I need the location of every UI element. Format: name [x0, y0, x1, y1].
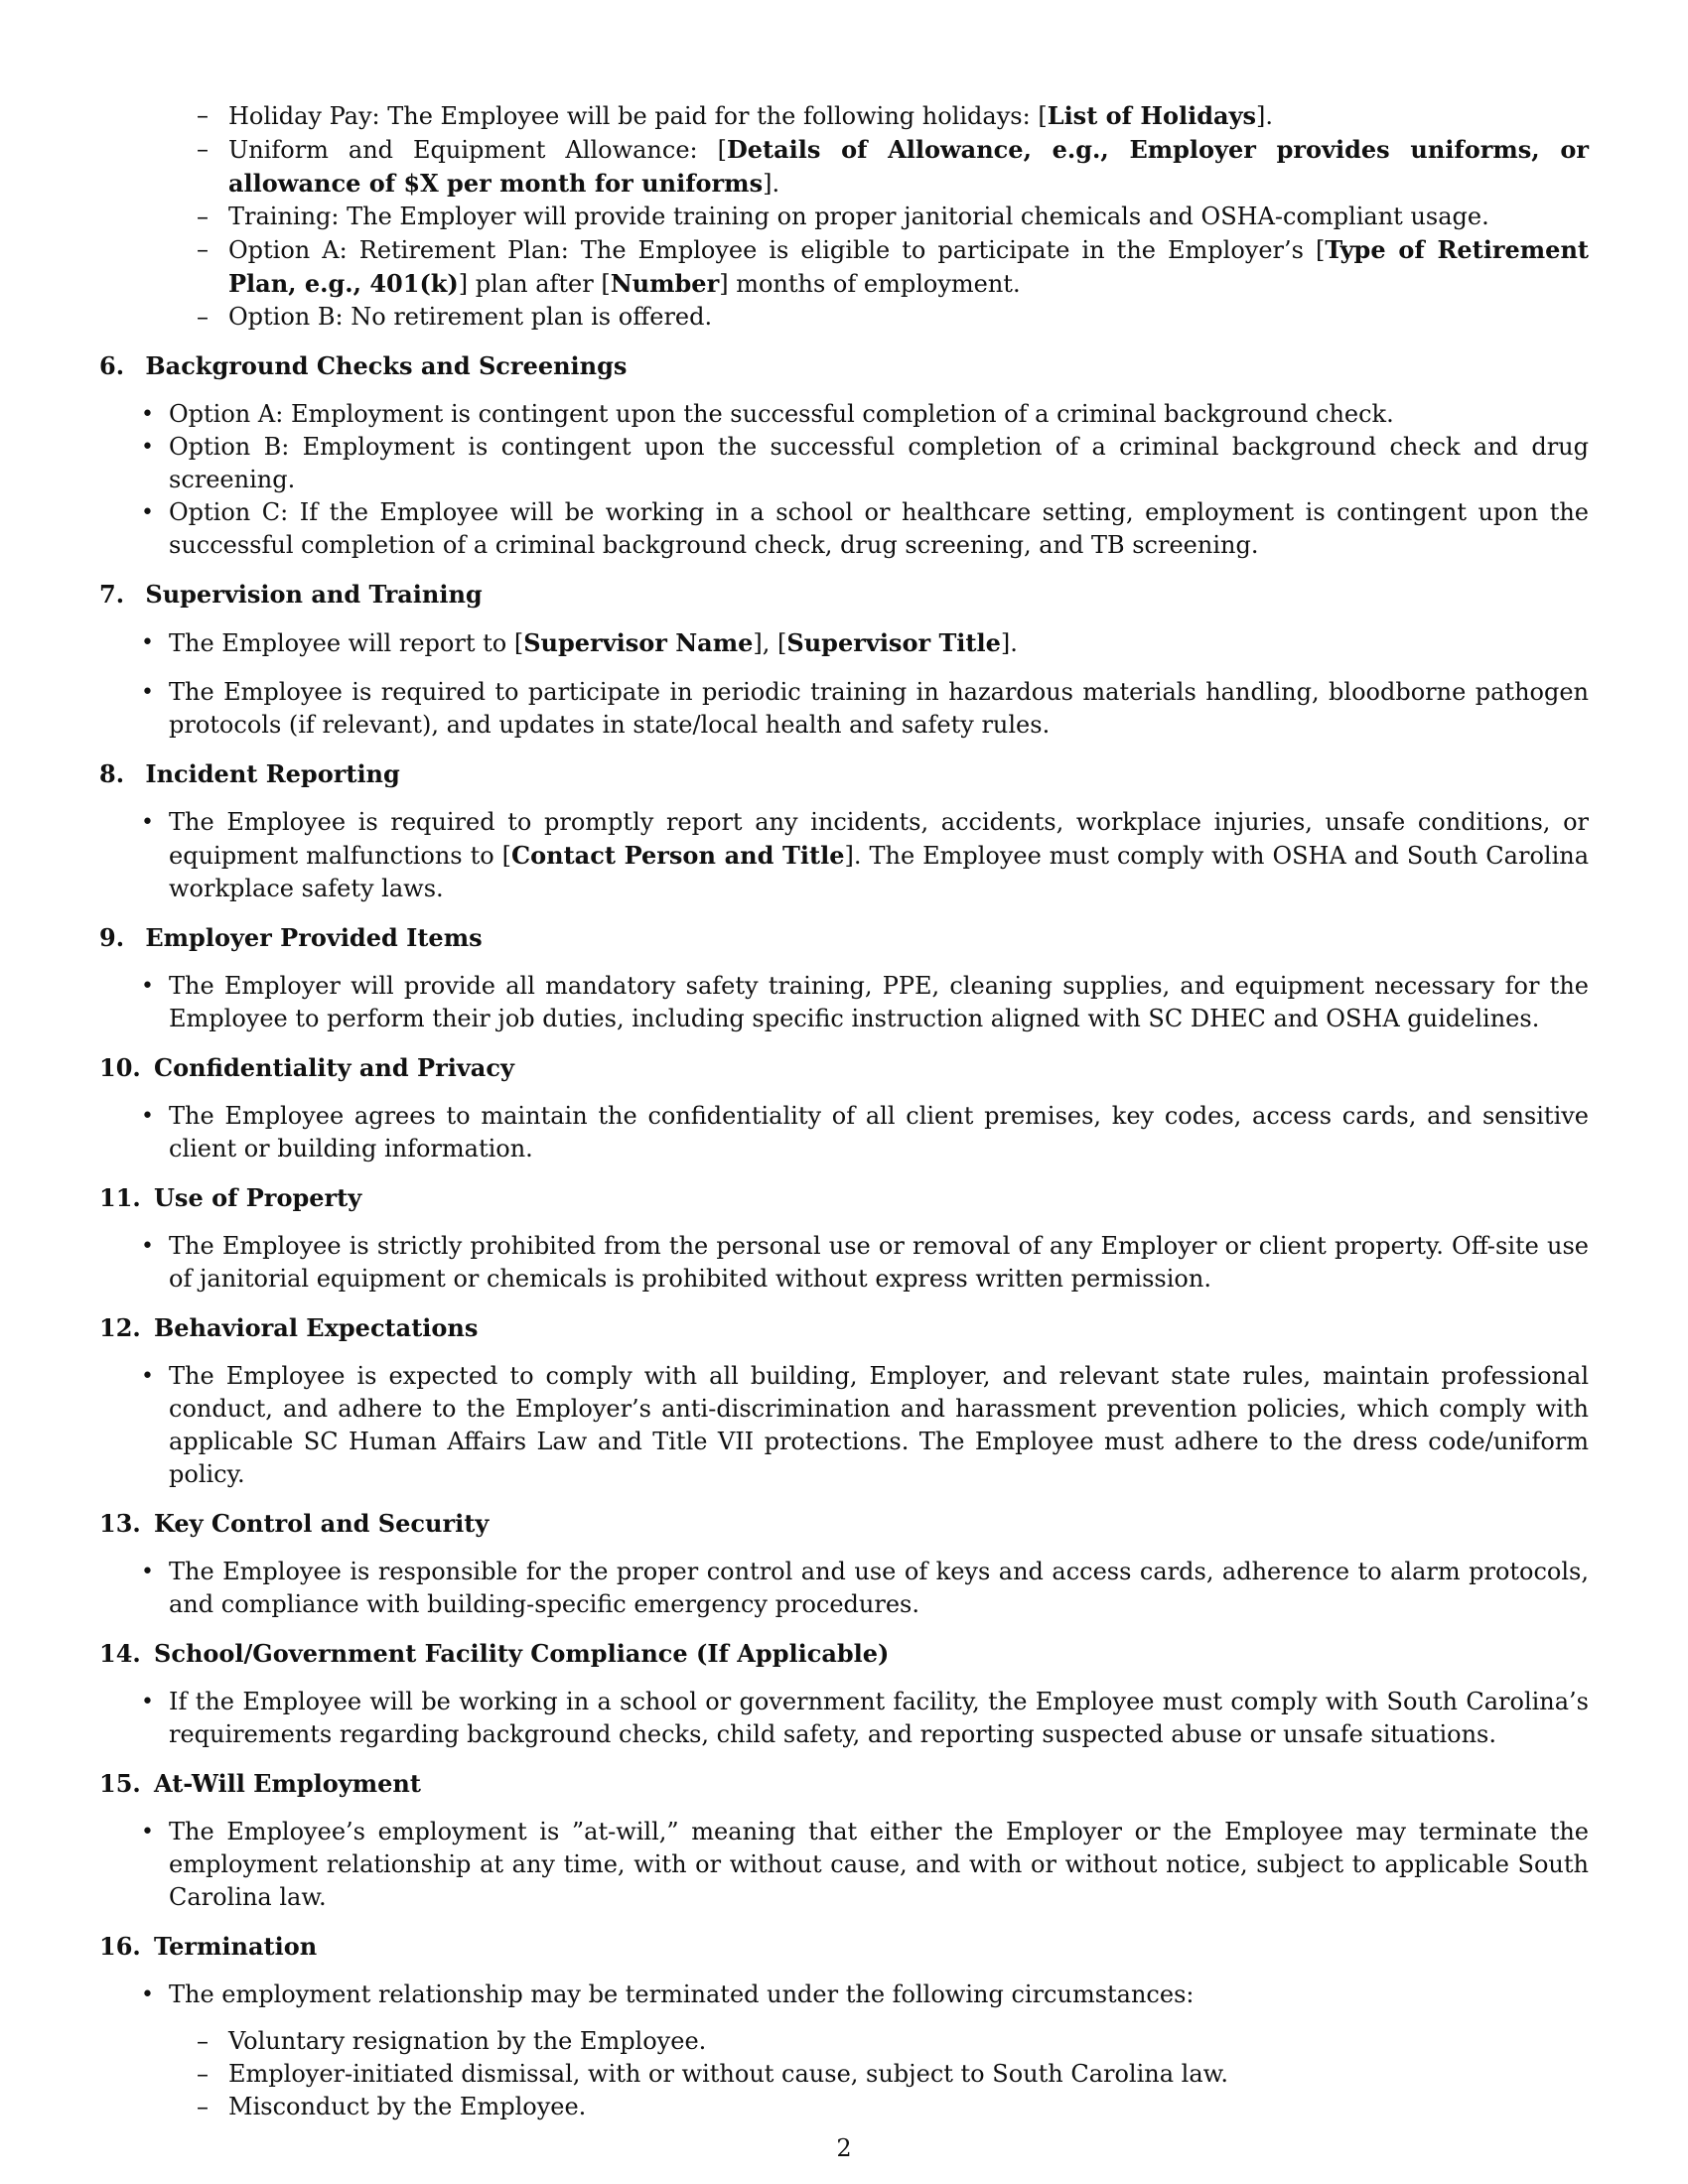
text: The Employee is required to promptly report any incidents, accidents, workplace injuries, unsafe conditions, or equipment malfunctions to [ — [169, 808, 1589, 870]
section-title: Key Control and Security — [154, 1509, 490, 1538]
section-number: 13. — [99, 1509, 141, 1538]
text: Holiday Pay: The Employee will be paid for the following holidays: [ — [228, 102, 1048, 130]
section-title: Background Checks and Screenings — [145, 351, 628, 380]
list-item — [137, 626, 1589, 660]
placeholder-field: Number — [610, 269, 720, 298]
list-item — [197, 99, 1589, 133]
section-heading — [99, 757, 1589, 790]
placeholder-field: Contact Person and Title — [511, 841, 845, 870]
text: Option A: Retirement Plan: The Employee is eligible to participate in the Employer’s [ — [228, 236, 1326, 264]
placeholder-field: Details of Allowance, e.g., Employer provides uniforms, or allowance of $X per month for uniforms — [228, 135, 1589, 198]
section-number: 9. — [99, 923, 125, 952]
section-number: 6. — [99, 351, 125, 380]
text: ] months of employment. — [719, 270, 1021, 298]
placeholder-field: List of Holidays — [1047, 101, 1257, 130]
section-title: At-Will Employment — [154, 1769, 421, 1798]
placeholder-field: Supervisor Name — [523, 628, 754, 657]
section-title: Confidentiality and Privacy — [154, 1053, 514, 1082]
list-item: • The Employee is expected to comply with all building, Employer, and relevant state rules, maintain professional conduct, and adhere to the Employer’s anti-discrimination and harassment prevention policies, which comply with applicable SC Human Affairs Law and Title VII protections. The Employee must adhere to the dress code/uniform policy. — [137, 1360, 1589, 1491]
text: ]. — [763, 170, 780, 198]
text: ]. — [1000, 629, 1018, 657]
section-list — [137, 806, 1589, 905]
placeholder-field: Type of Retirement Plan, e.g., 401(k) — [228, 235, 1589, 298]
section-list — [137, 1816, 1589, 1914]
section-heading — [99, 1767, 1589, 1800]
text: The Employee will report to [ — [169, 629, 524, 657]
section-title: Behavioral Expectations — [154, 1313, 479, 1342]
section-title: Incident Reporting — [145, 759, 400, 788]
section-number: 7. — [99, 580, 125, 609]
section-heading — [99, 1051, 1589, 1084]
section-number: 8. — [99, 759, 125, 788]
list-item: • The Employee is responsible for the proper control and use of keys and access cards, adherence to alarm protocols, and compliance with building-specific emergency procedures. — [137, 1556, 1589, 1621]
section-list — [137, 1360, 1589, 1491]
section-number: 10. — [99, 1053, 141, 1082]
list-item — [137, 806, 1589, 905]
section-number: 16. — [99, 1932, 141, 1961]
benefits-list — [197, 99, 1589, 334]
termination-circumstances-list — [197, 2025, 1589, 2123]
section-heading — [99, 1181, 1589, 1214]
section-heading — [99, 921, 1589, 954]
section-number: 15. — [99, 1769, 141, 1798]
list-item: • The Employee’s employment is ”at-will,” meaning that either the Employer or the Employee may terminate the employment relationship at any time, with or without cause, and with or without notice, subject to applicable South Carolina law. — [137, 1816, 1589, 1914]
section-list — [137, 398, 1589, 562]
section-number: 11. — [99, 1183, 141, 1212]
section-title: Use of Property — [154, 1183, 362, 1212]
section-heading — [99, 1637, 1589, 1670]
placeholder-field: Supervisor Title — [786, 628, 1001, 657]
list-item: • The Employee is strictly prohibited from the personal use or removal of any Employer or client property. Off-site use of janitorial equipment or chemicals is prohibited without express written permission. — [137, 1230, 1589, 1296]
list-item: • Option B: Employment is contingent upon the successful completion of a criminal background check and drug screening. — [137, 431, 1589, 496]
section-list — [137, 1100, 1589, 1165]
text: ] plan after [ — [458, 270, 611, 298]
section-heading — [99, 1507, 1589, 1540]
list-item: – Voluntary resignation by the Employee. — [197, 2025, 1589, 2058]
text: The employment relationship may be terminated under the following circumstances: — [169, 1980, 1195, 2008]
text: Uniform and Equipment Allowance: [ — [228, 136, 727, 164]
section-title: Supervision and Training — [145, 580, 483, 609]
section-title: Employer Provided Items — [145, 923, 483, 952]
section-list — [137, 1686, 1589, 1751]
section-list — [137, 1556, 1589, 1621]
section-list — [137, 1230, 1589, 1296]
list-item: • Option C: If the Employee will be working in a school or healthcare setting, employment is contingent upon the successful completion of a criminal background check, drug screening, and TB screening. — [137, 496, 1589, 562]
text: Option B: No retirement plan is offered. — [228, 303, 713, 331]
list-item: • The Employer will provide all mandatory safety training, PPE, cleaning supplies, and equipment necessary for the Employee to perform their job duties, including specific instruction aligned with SC DHEC and OSHA guidelines. — [137, 970, 1589, 1035]
list-item: • The Employee is required to participate in periodic training in hazardous materials handling, bloodborne pathogen protocols (if relevant), and updates in state/local health and safety rules. — [137, 676, 1589, 742]
section-list — [137, 1979, 1589, 2123]
list-item: – Employer-initiated dismissal, with or without cause, subject to South Carolina law. — [197, 2058, 1589, 2091]
section-title: Termination — [154, 1932, 318, 1961]
list-item — [197, 233, 1589, 301]
list-item: • Option A: Employment is contingent upon the successful completion of a criminal background check. — [137, 398, 1589, 431]
list-item: • The Employee agrees to maintain the confidentiality of all client premises, key codes, access cards, and sensitive client or building information. — [137, 1100, 1589, 1165]
list-item — [137, 1979, 1589, 2123]
list-item — [197, 133, 1589, 201]
section-heading — [99, 1930, 1589, 1963]
section-list — [137, 970, 1589, 1035]
list-item: • If the Employee will be working in a school or government facility, the Employee must comply with South Carolina’s requirements regarding background checks, child safety, and reporting suspected abuse or unsafe situations. — [137, 1686, 1589, 1751]
list-item — [197, 201, 1589, 233]
section-list — [137, 626, 1589, 742]
section-title: School/Government Facility Compliance (If Applicable) — [154, 1639, 890, 1668]
section-number: 14. — [99, 1639, 141, 1668]
list-item: – Misconduct by the Employee. — [197, 2091, 1589, 2123]
section-number: 12. — [99, 1313, 141, 1342]
section-heading — [99, 349, 1589, 382]
page-number: 2 — [836, 2134, 852, 2162]
text: Training: The Employer will provide training on proper janitorial chemicals and OSHA-compliant usage. — [228, 203, 1489, 230]
document-body — [99, 99, 1589, 2123]
section-heading — [99, 578, 1589, 611]
text: ]. — [1256, 102, 1274, 130]
text: ], [ — [753, 629, 787, 657]
section-heading — [99, 1311, 1589, 1344]
text: ]. The Employee must comply with OSHA and South Carolina workplace safety laws. — [169, 842, 1590, 902]
list-item — [197, 301, 1589, 334]
